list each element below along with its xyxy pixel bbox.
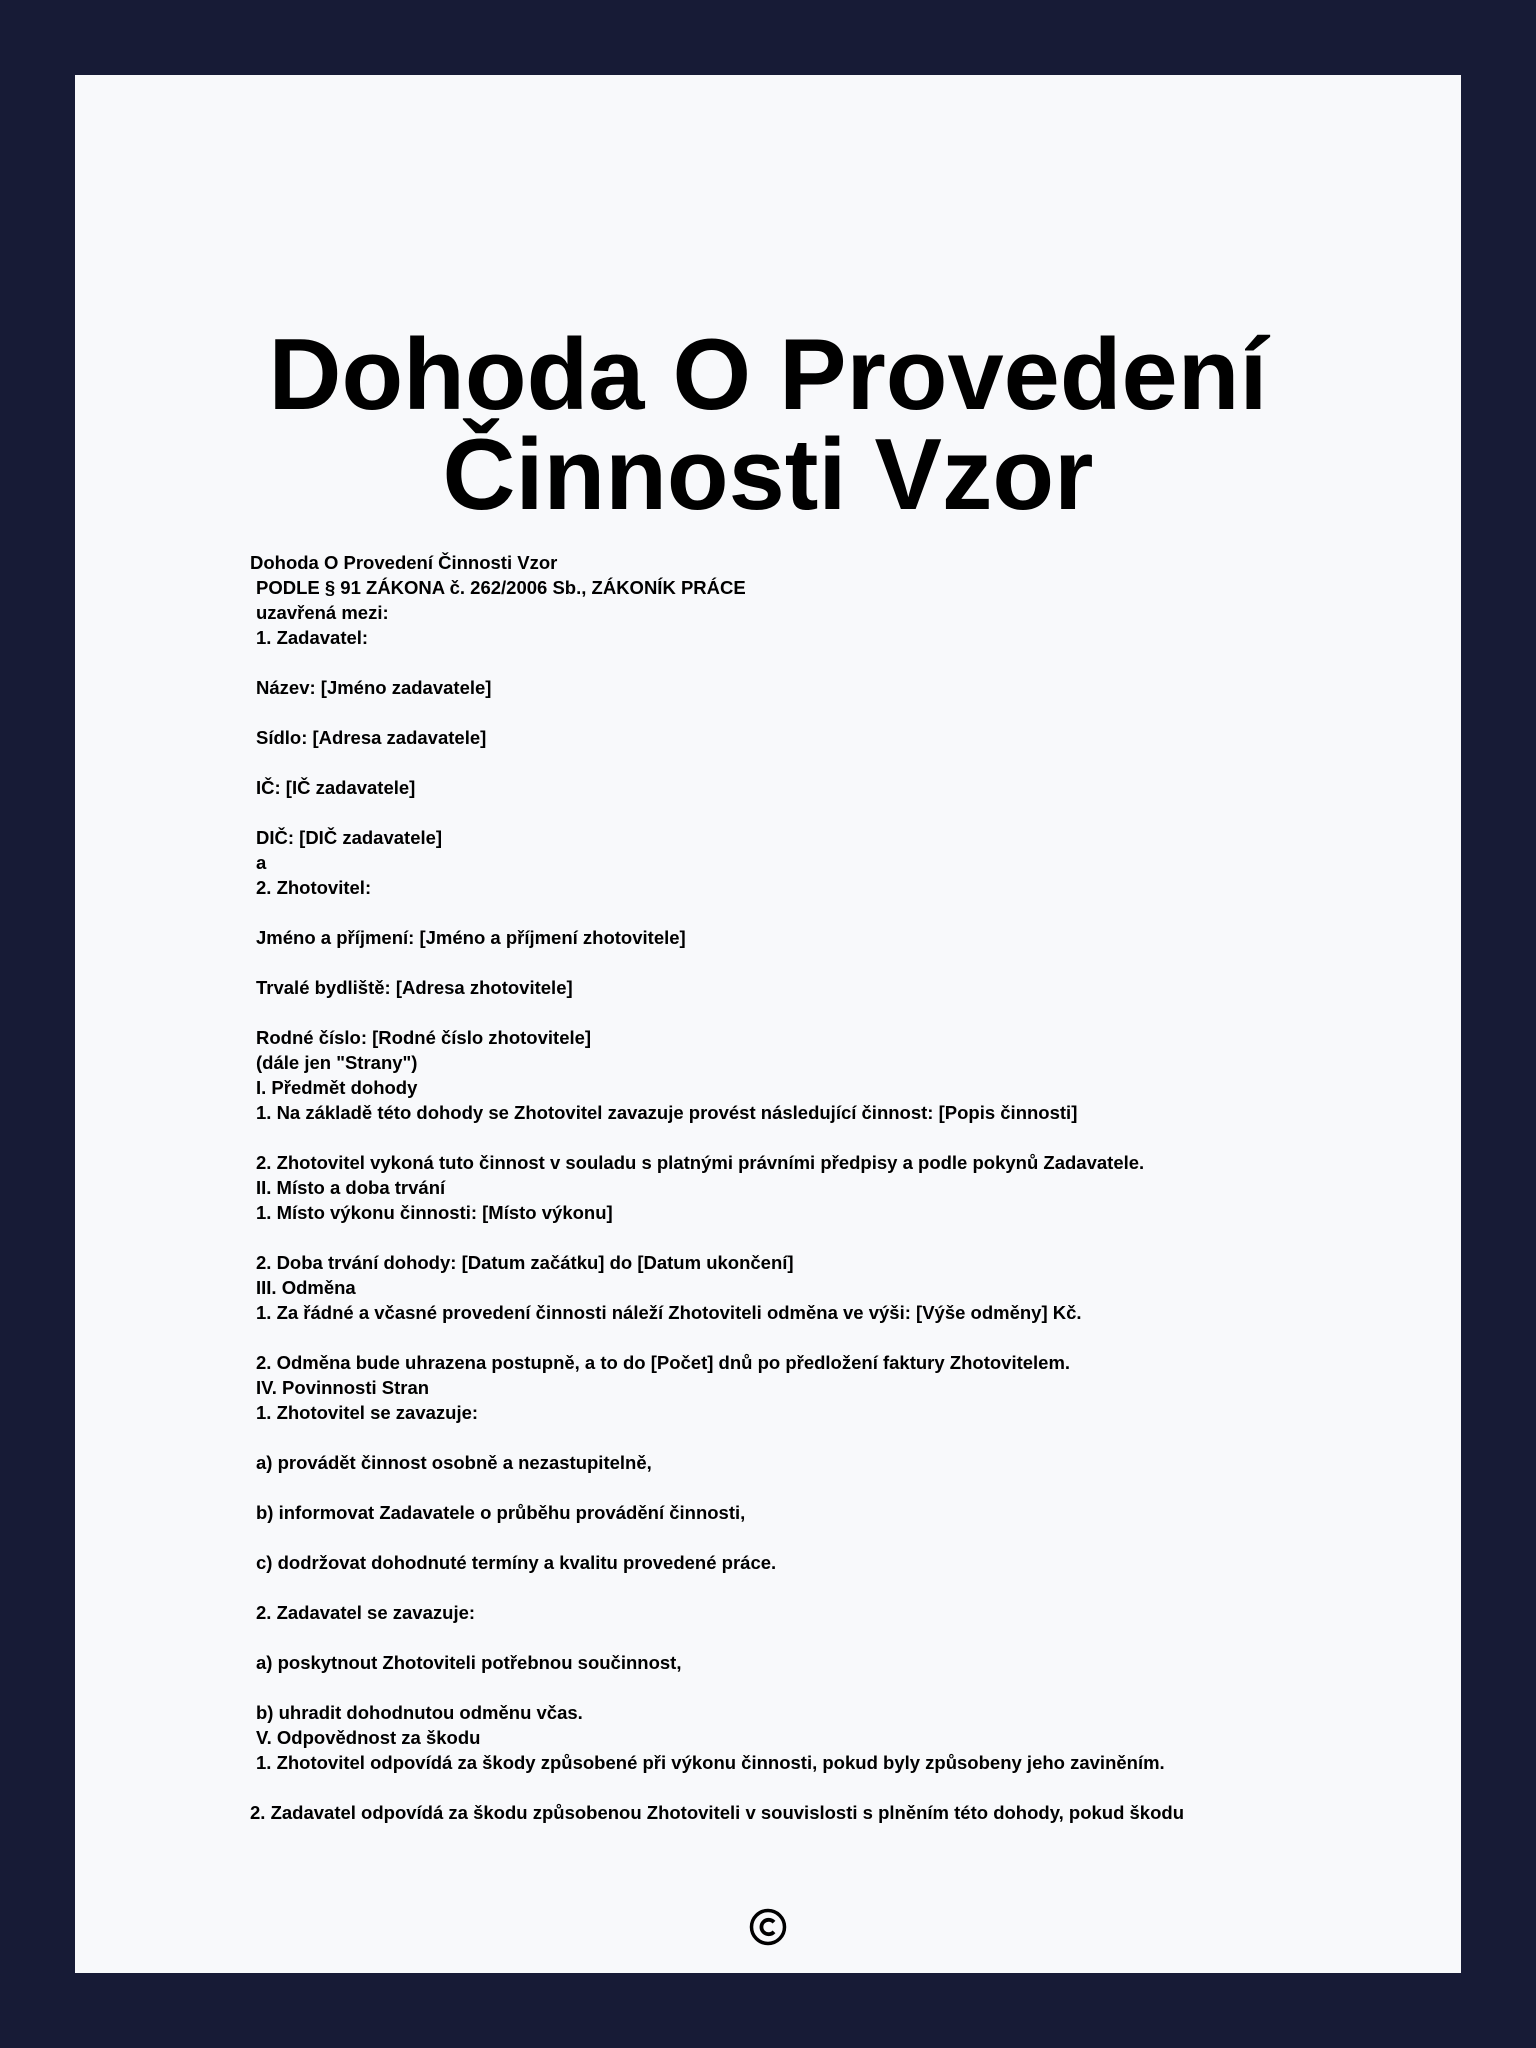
- document-line: Název: [Jméno zadavatele]: [256, 677, 492, 698]
- document-line: I. Předmět dohody: [256, 1077, 418, 1098]
- document-line: a: [256, 852, 267, 873]
- document-line: b) uhradit dohodnutou odměnu včas.: [256, 1702, 583, 1723]
- document-line: a) poskytnout Zhotoviteli potřebnou součinnost,: [256, 1652, 682, 1673]
- document-line: 1. Zhotovitel odpovídá za škody způsobené při výkonu činnosti, pokud byly způsobeny jeho zaviněním.: [256, 1752, 1165, 1773]
- blank-line: [250, 1575, 1350, 1600]
- blank-line: [250, 1125, 1350, 1150]
- document-line: IČ: [IČ zadavatele]: [256, 777, 416, 798]
- blank-line: [250, 700, 1350, 725]
- document-line: DIČ: [DIČ zadavatele]: [256, 827, 443, 848]
- document-body: [250, 550, 1350, 1825]
- blank-line: [250, 1475, 1350, 1500]
- copyright-icon: [749, 1908, 787, 1946]
- document-line: 2. Doba trvání dohody: [Datum začátku] do [Datum ukončení]: [256, 1252, 794, 1273]
- document-line: 1. Na základě této dohody se Zhotovitel zavazuje provést následující činnost: [Popis činnosti]: [256, 1102, 1078, 1123]
- blank-line: [250, 1425, 1350, 1450]
- document-line: 2. Zadavatel se zavazuje:: [256, 1602, 476, 1623]
- document-line: (dále jen "Strany"): [256, 1052, 418, 1073]
- blank-line: [250, 1325, 1350, 1350]
- document-line: Rodné číslo: [Rodné číslo zhotovitele]: [256, 1027, 592, 1048]
- blank-line: [250, 1625, 1350, 1650]
- document-line: 2. Odměna bude uhrazena postupně, a to do [Počet] dnů po předložení faktury Zhotovitelem.: [256, 1352, 1071, 1373]
- document-line: IV. Povinnosti Stran: [256, 1377, 430, 1398]
- document-title: [75, 319, 1461, 531]
- blank-line: [250, 950, 1350, 975]
- document-line: Dohoda O Provedení Činnosti Vzor: [250, 552, 558, 573]
- blank-line: [250, 900, 1350, 925]
- document-line: 1. Zadavatel:: [256, 627, 369, 648]
- document-line: a) provádět činnost osobně a nezastupitelně,: [256, 1452, 652, 1473]
- document-title-line-2: Činnosti Vzor: [442, 419, 1094, 531]
- document-title-line-1: Dohoda O Provedení: [268, 319, 1268, 431]
- document-line: c) dodržovat dohodnuté termíny a kvalitu provedené práce.: [256, 1552, 777, 1573]
- blank-line: [250, 1675, 1350, 1700]
- document-page: [75, 75, 1461, 1973]
- blank-line: [250, 1000, 1350, 1025]
- document-line: III. Odměna: [256, 1277, 356, 1298]
- document-line: Sídlo: [Adresa zadavatele]: [256, 727, 487, 748]
- document-line: 2. Zhotovitel vykoná tuto činnost v souladu s platnými právními předpisy a podle pokynů Zadavatele.: [256, 1152, 1145, 1173]
- blank-line: [250, 750, 1350, 775]
- document-line: 1. Za řádné a včasné provedení činnosti náleží Zhotoviteli odměna ve výši: [Výše odměny] Kč.: [256, 1302, 1082, 1323]
- document-line: uzavřená mezi:: [256, 602, 389, 623]
- document-line: 1. Zhotovitel se zavazuje:: [256, 1402, 479, 1423]
- blank-line: [250, 650, 1350, 675]
- blank-line: [250, 1225, 1350, 1250]
- document-line: b) informovat Zadavatele o průběhu provádění činnosti,: [256, 1502, 746, 1523]
- document-line: Jméno a příjmení: [Jméno a příjmení zhotovitele]: [256, 927, 686, 948]
- blank-line: [250, 1525, 1350, 1550]
- document-line: 1. Místo výkonu činnosti: [Místo výkonu]: [256, 1202, 613, 1223]
- document-line: V. Odpovědnost za škodu: [256, 1727, 481, 1748]
- document-line: Trvalé bydliště: [Adresa zhotovitele]: [256, 977, 573, 998]
- blank-line: [250, 800, 1350, 825]
- document-line: 2. Zadavatel odpovídá za škodu způsobenou Zhotoviteli v souvislosti s plněním této dohody, pokud škodu: [250, 1802, 1184, 1823]
- document-line: II. Místo a doba trvání: [256, 1177, 446, 1198]
- document-line: 2. Zhotovitel:: [256, 877, 372, 898]
- document-line: PODLE § 91 ZÁKONA č. 262/2006 Sb., ZÁKONÍK PRÁCE: [256, 577, 746, 598]
- blank-line: [250, 1775, 1350, 1800]
